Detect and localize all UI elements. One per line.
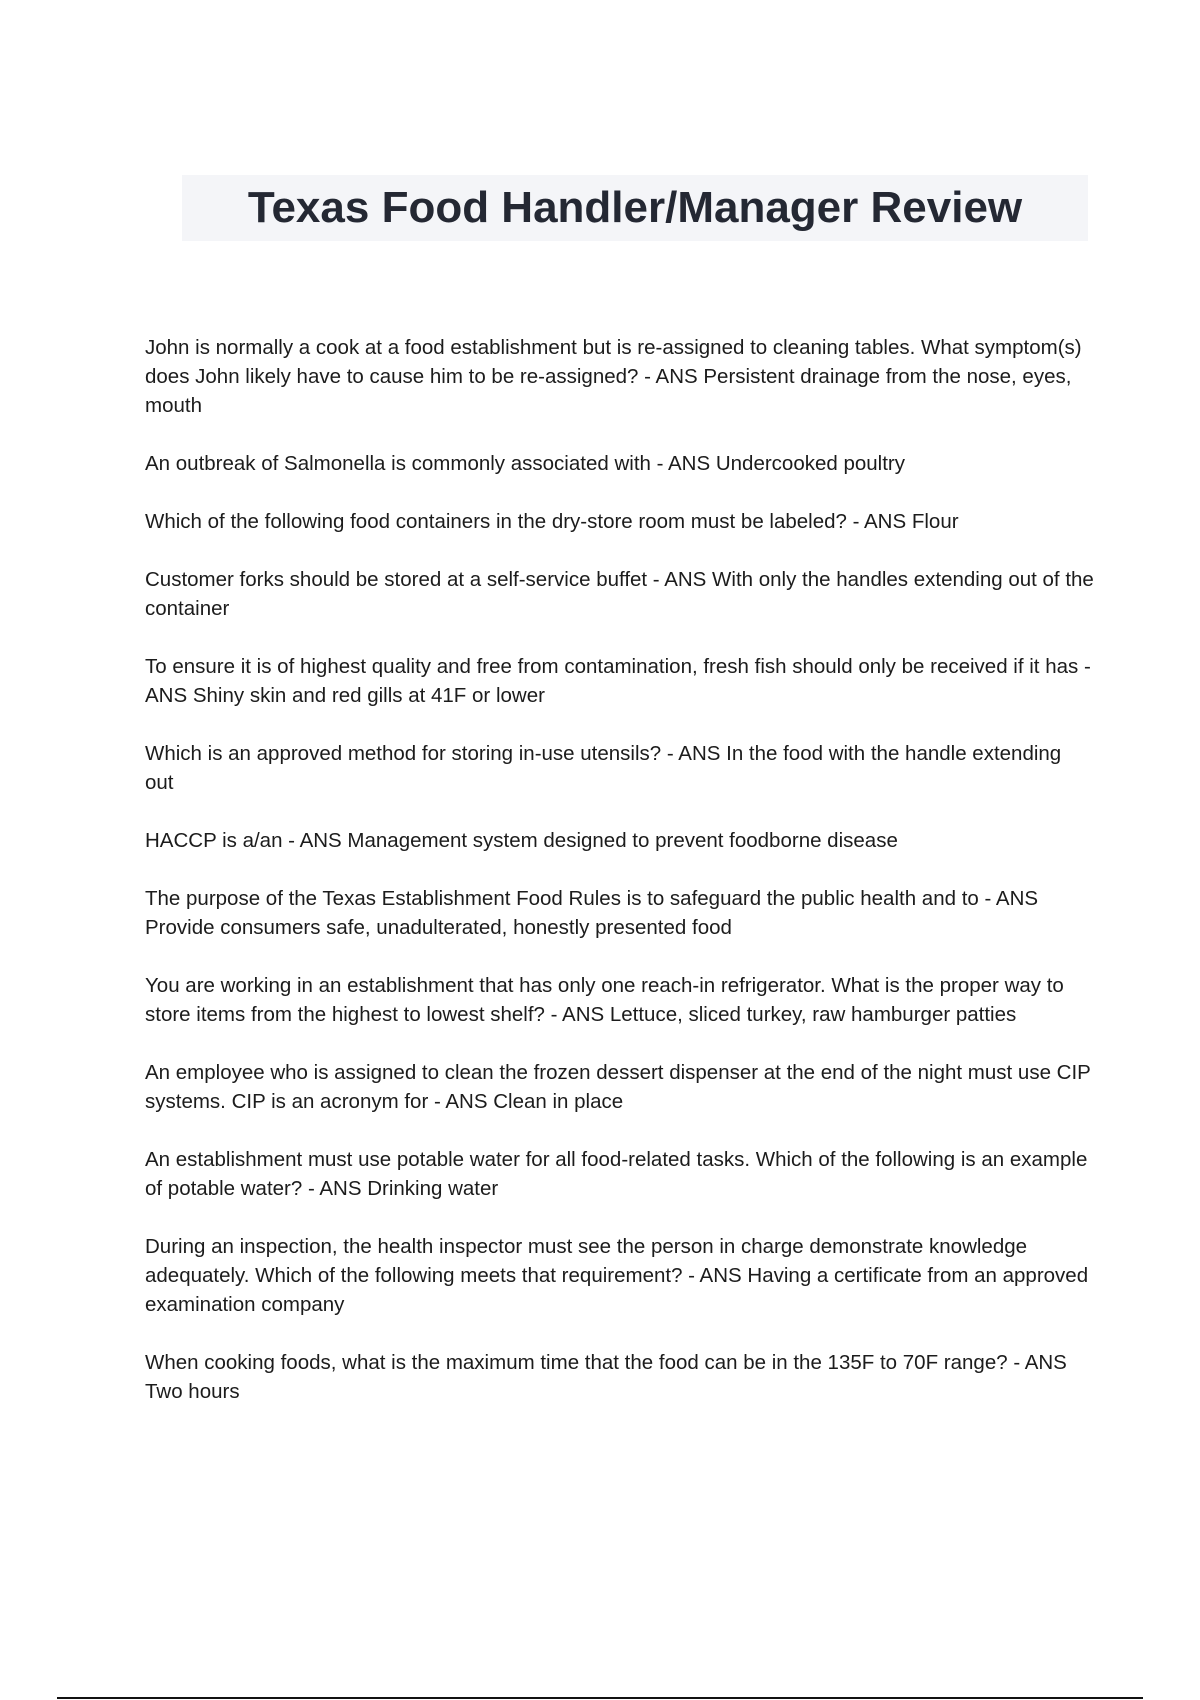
- document-title: Texas Food Handler/Manager Review: [247, 183, 1023, 232]
- qa-item: John is normally a cook at a food establishment but is re-assigned to cleaning tables. What symptom(s) does John likely have to cause him to be re-assigned? - ANS Persistent drainage from the nose, eyes, mouth: [145, 336, 1082, 417]
- qa-item: An outbreak of Salmonella is commonly associated with - ANS Undercooked poultry: [145, 452, 906, 475]
- qa-item: Which is an approved method for storing in-use utensils? - ANS In the food with the handle extending out: [145, 742, 1062, 794]
- qa-item: Customer forks should be stored at a self-service buffet - ANS With only the handles extending out of the container: [145, 568, 1094, 620]
- qa-item: When cooking foods, what is the maximum time that the food can be in the 135F to 70F range? - ANS Two hours: [145, 1351, 1067, 1403]
- qa-item: Which of the following food containers in the dry-store room must be labeled? - ANS Flour: [145, 510, 959, 533]
- title-banner: [182, 175, 1088, 241]
- qa-item: To ensure it is of highest quality and free from contamination, fresh fish should only be received if it has - ANS Shiny skin and red gills at 41F or lower: [145, 655, 1091, 707]
- footer-divider: [57, 1697, 1143, 1699]
- qa-item: An establishment must use potable water for all food-related tasks. Which of the following is an example of potable water? - ANS Drinking water: [145, 1148, 1088, 1200]
- qa-item: HACCP is a/an - ANS Management system designed to prevent foodborne disease: [145, 829, 898, 852]
- qa-list: [145, 333, 1095, 1435]
- qa-item: An employee who is assigned to clean the frozen dessert dispenser at the end of the night must use CIP systems. CIP is an acronym for - ANS Clean in place: [145, 1061, 1091, 1113]
- qa-item: During an inspection, the health inspector must see the person in charge demonstrate knowledge adequately. Which of the following meets that requirement? - ANS Having a certificate from an approved examination company: [145, 1235, 1089, 1316]
- qa-item: You are working in an establishment that has only one reach-in refrigerator. What is the proper way to store items from the highest to lowest shelf? - ANS Lettuce, sliced turkey, raw hamburger patties: [145, 974, 1064, 1026]
- qa-item: The purpose of the Texas Establishment Food Rules is to safeguard the public health and to - ANS Provide consumers safe, unadulterated, honestly presented food: [145, 887, 1039, 939]
